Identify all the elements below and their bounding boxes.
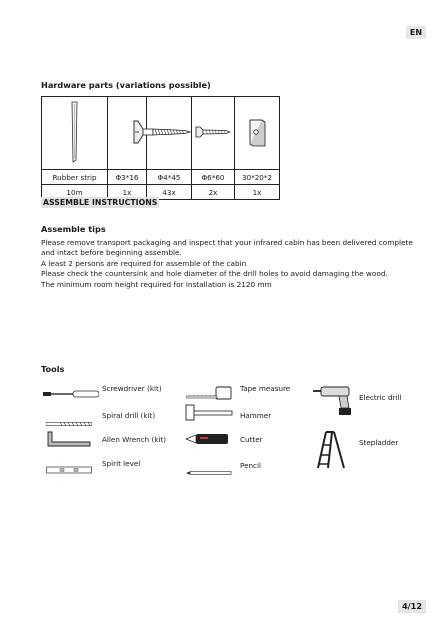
pencil-icon — [186, 461, 232, 480]
tip-line: The minimum room height required for installation is 2120 mm — [41, 279, 272, 289]
hardware-name: Φ4*45 — [147, 170, 192, 185]
electric-drill-icon — [313, 382, 357, 420]
hardware-qty: 43x — [147, 185, 192, 200]
language-badge: EN — [406, 26, 426, 39]
tool-label-cutter: Cutter — [240, 435, 263, 444]
hardware-image-row — [42, 97, 280, 170]
tool-label-stepladder: Stepladder — [359, 438, 399, 447]
spiral-drill-icon — [46, 413, 92, 432]
tip-line: Please remove transport packaging and inspect that your infrared cabin has been delivered complete — [41, 238, 413, 247]
hardware-qty: 1x — [108, 185, 147, 200]
tool-label-pencil: Pencil — [240, 461, 262, 470]
page-number: 4/12 — [398, 600, 426, 613]
rubber-strip-icon — [42, 97, 108, 170]
tool-label-spiral-drill: Spiral drill (kit) — [102, 411, 156, 420]
tool-label-screwdriver: Screwdriver (kit) — [102, 384, 162, 393]
spirit-level-icon — [46, 459, 92, 478]
allen-wrench-icon — [46, 431, 92, 451]
hardware-qty: 10m — [42, 185, 108, 200]
tape-measure-icon — [186, 385, 232, 404]
hardware-title: Hardware parts (variations possible) — [41, 80, 211, 90]
hardware-qty: 2x — [192, 185, 235, 200]
hardware-table — [41, 96, 280, 200]
stepladder-icon — [314, 431, 350, 473]
assemble-tips — [41, 238, 411, 290]
screw-4x45-icon — [147, 97, 192, 170]
tip-line: Please check the countersink and hole diameter of the drill holes to avoid damaging the wood. — [41, 269, 388, 279]
cutter-icon — [184, 431, 230, 450]
assemble-tips-title: Assemble tips — [41, 224, 106, 234]
tool-label-allen-wrench: Allen Wrench (kit) — [102, 435, 167, 444]
hardware-name: 30*20*2 — [235, 170, 280, 185]
hammer-icon — [184, 404, 234, 426]
tools-title: Tools — [41, 364, 65, 374]
hardware-name: Φ3*16 — [108, 170, 147, 185]
tool-label-electric-drill: Electric drill — [359, 393, 402, 402]
tip-line: A least 2 persons are required for assemble of the cabin — [41, 258, 247, 268]
hardware-qty: 1x — [235, 185, 280, 200]
tip-line: and intact before beginning assemble. — [41, 248, 182, 258]
tool-label-spirit-level: Spirit level — [102, 459, 141, 468]
bracket-plate-icon — [235, 97, 280, 170]
hardware-name: Rubber strip — [42, 170, 108, 185]
screwdriver-icon — [43, 384, 99, 403]
tool-label-tape-measure: Tape measure — [240, 384, 291, 393]
hardware-name-row — [42, 170, 280, 185]
screw-6x60-icon — [192, 97, 235, 170]
assemble-heading: ASSEMBLE INSTRUCTIONS — [43, 198, 158, 207]
tool-label-hammer: Hammer — [240, 411, 272, 420]
hardware-name: Φ6*60 — [192, 170, 235, 185]
